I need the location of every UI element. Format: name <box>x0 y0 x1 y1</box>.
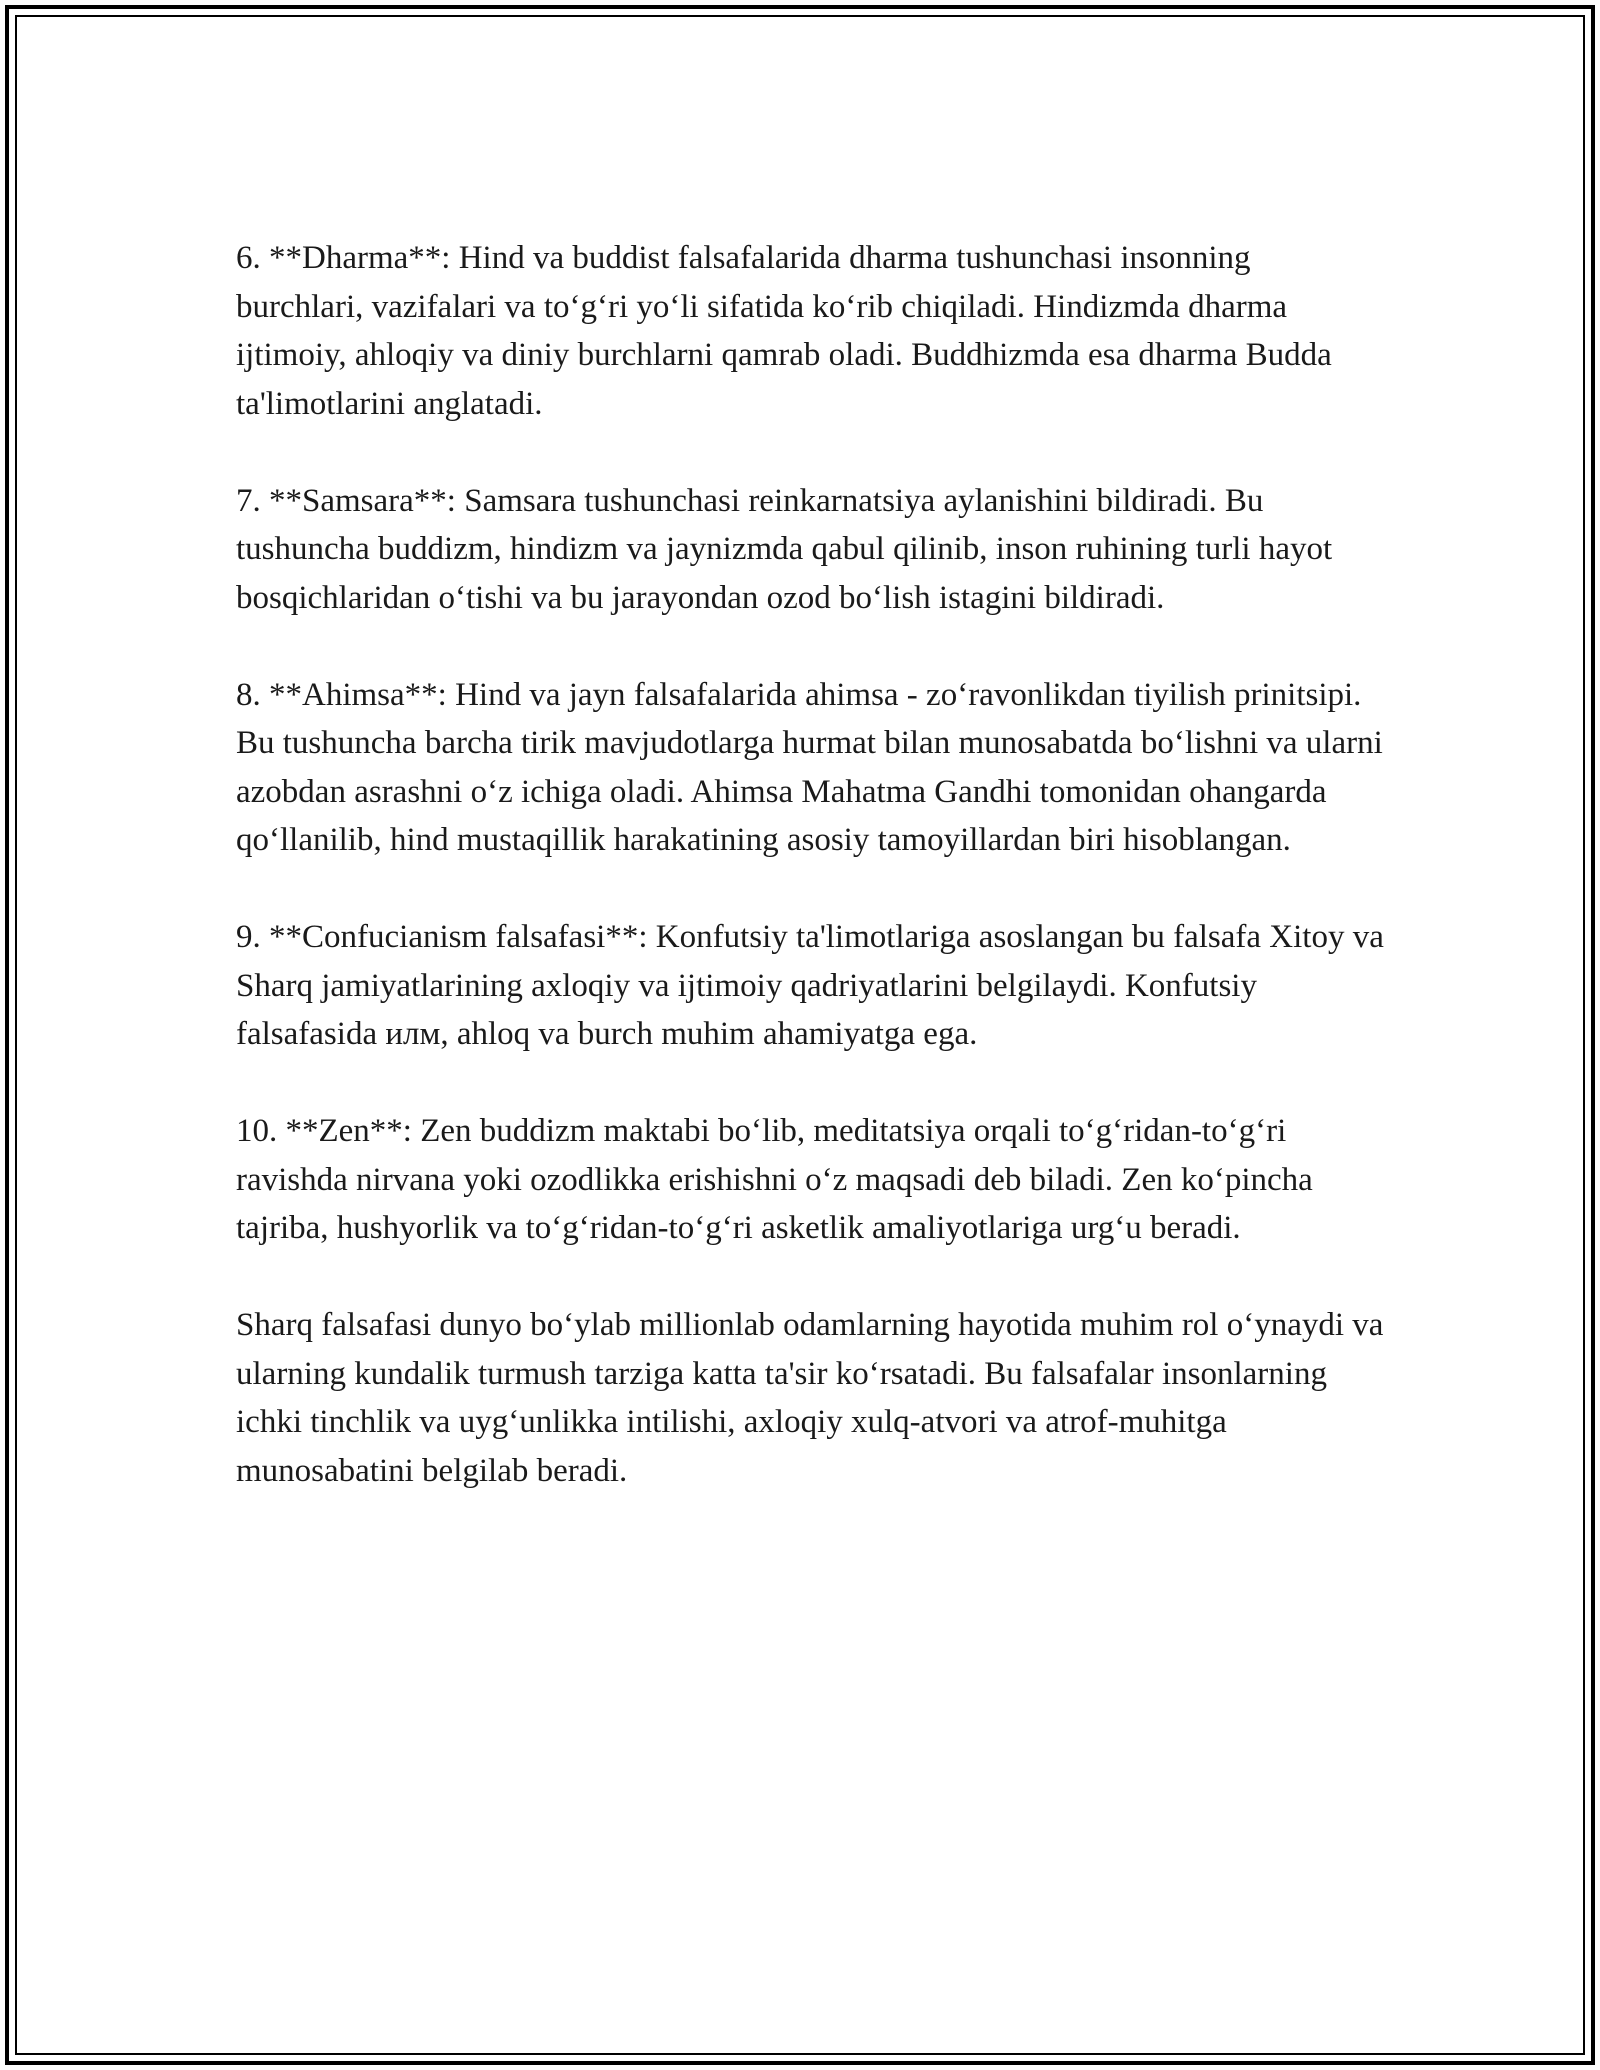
paragraph-ahimsa: 8. **Ahimsa**: Hind va jayn falsafalarida ahimsa - zo‘ravonlikdan tiyilish prinitsipi. Bu tushuncha barcha tirik mavjudotlarga hurmat bilan munosabatda bo‘lishni va ularni azobdan asrashni o‘z ichiga oladi. Ahimsa Mahatma Gandhi tomonidan ohangarda qo‘llanilib, hind mustaqillik harakatining asosiy tamoyillardan biri hisoblangan. <box>236 676 1383 858</box>
paragraph-zen: 10. **Zen**: Zen buddizm maktabi bo‘lib, meditatsiya orqali to‘g‘ridan-to‘g‘ri ravishda nirvana yoki ozodlikka erishishni o‘z maqsadi deb biladi. Zen ko‘pincha tajriba, hushyorlik va to‘g‘ridan-to‘g‘ri asketlik amaliyotlariga urg‘u beradi. <box>236 1113 1313 1246</box>
document-body <box>236 234 1386 1544</box>
paragraph-dharma: 6. **Dharma**: Hind va buddist falsafalarida dharma tushunchasi insonning burchlari, vazifalari va to‘g‘ri yo‘li sifatida ko‘rib chiqiladi. Hindizmda dharma ijtimoiy, ahloqiy va diniy burchlarni qamrab oladi. Buddhizmda esa dharma Budda ta'limotlarini anglatadi. <box>236 240 1332 422</box>
paragraph-confucianism: 9. **Confucianism falsafasi**: Konfutsiy ta'limotlariga asoslangan bu falsafa Xitoy va Sharq jamiyatlarining axloqiy va ijtimoiy qadriyatlarini belgilaydi. Konfutsiy falsafasida илм, ahloq va burch muhim ahamiyatga ega. <box>236 919 1384 1052</box>
paragraph-conclusion: Sharq falsafasi dunyo bo‘ylab millionlab odamlarning hayotida muhim rol o‘ynaydi va ularning kundalik turmush tarziga katta ta'sir ko‘rsatadi. Bu falsafalar insonlarning ichki tinchlik va uyg‘unlikka intilishi, axloqiy xulq-atvori va atrof-muhitga munosabatini belgilab beradi. <box>236 1307 1384 1489</box>
paragraph-samsara: 7. **Samsara**: Samsara tushunchasi reinkarnatsiya aylanishini bildiradi. Bu tushuncha buddizm, hindizm va jaynizmda qabul qilinib, inson ruhining turli hayot bosqichlaridan o‘tishi va bu jarayondan ozod bo‘lish istagini bildiradi. <box>236 482 1333 616</box>
